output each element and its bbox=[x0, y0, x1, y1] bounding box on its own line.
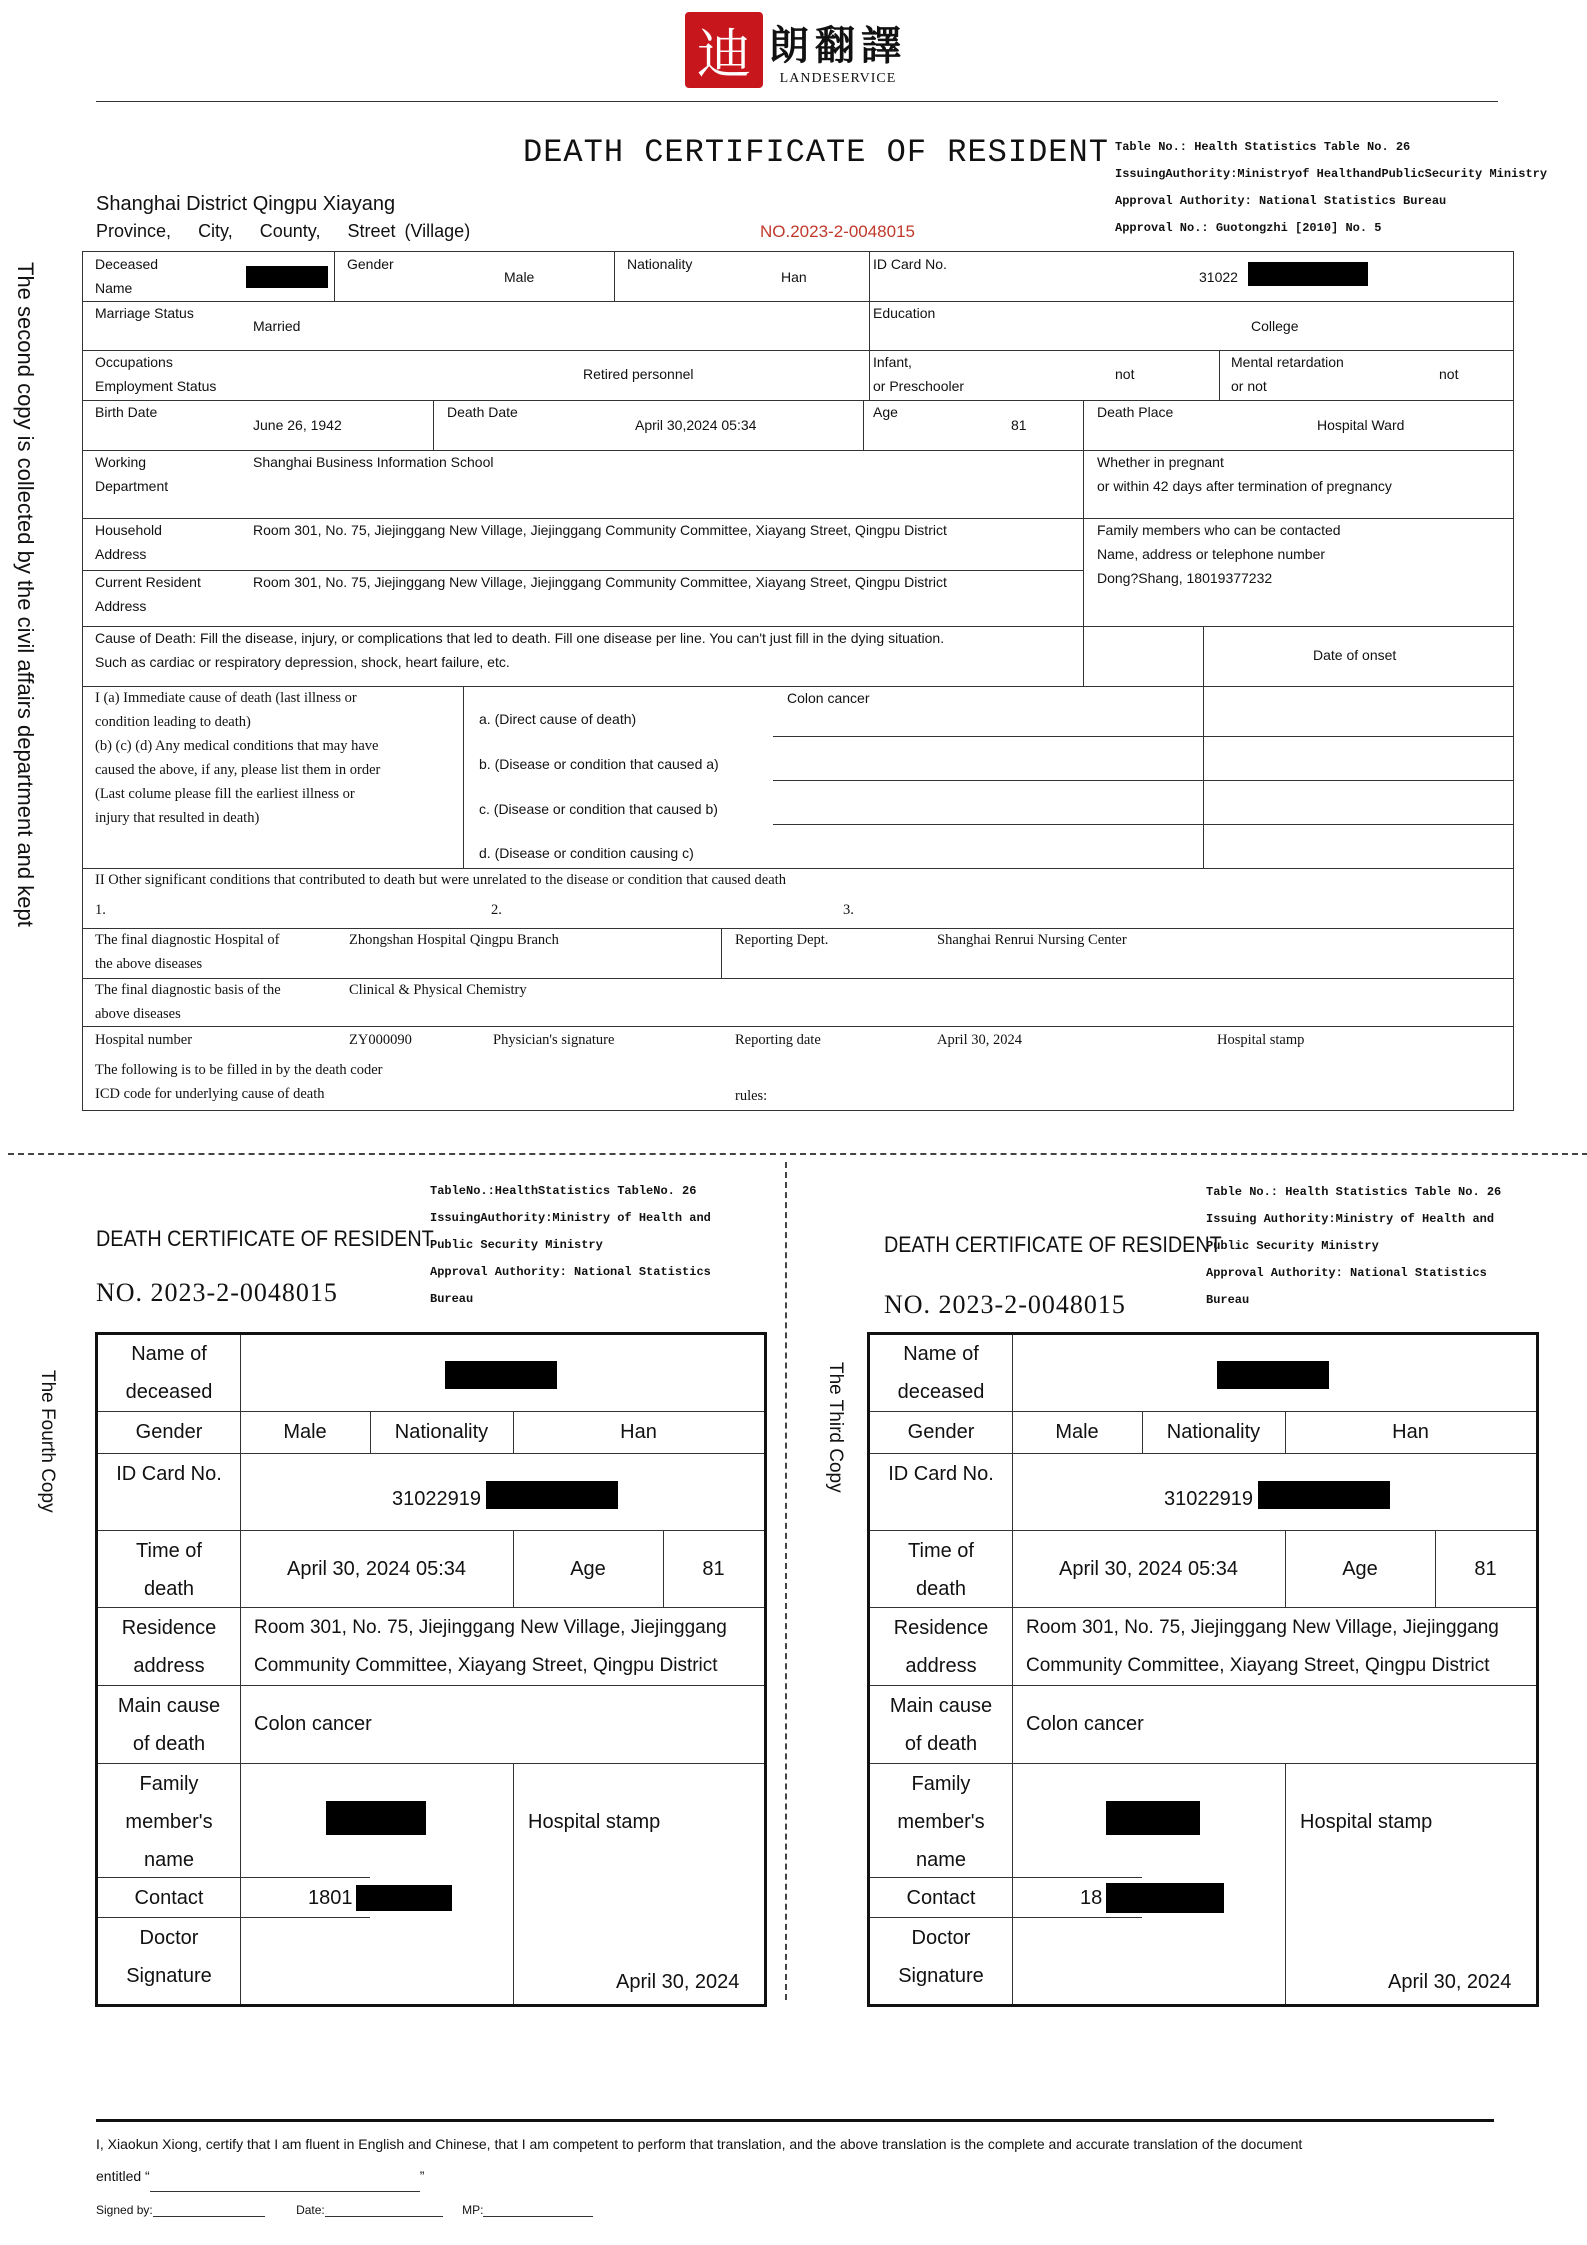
id-card-redacted bbox=[1248, 262, 1368, 286]
part1-instructions: I (a) Immediate cause of death (last illness or condition leading to death) (b) (c) (d) Any medical conditions that may have caused the above, if any, please list them in order (Last colume please fill the earliest illness or injury that resulted in death) bbox=[95, 690, 381, 826]
diag-basis-label-2: above diseases bbox=[95, 1006, 181, 1022]
rules-label: rules: bbox=[735, 1088, 768, 1104]
age-value: 81 bbox=[702, 1558, 725, 1580]
age-label: Age bbox=[873, 404, 898, 420]
hospital-number-value: ZY000090 bbox=[349, 1032, 412, 1048]
third-copy-number: NO. 2023-2-0048015 bbox=[884, 1290, 1126, 1319]
reporting-dept-label: Reporting Dept. bbox=[735, 932, 829, 948]
age-value: 81 bbox=[1011, 417, 1027, 433]
household-label: Household bbox=[95, 522, 162, 538]
reporting-dept-value: Shanghai Renrui Nursing Center bbox=[937, 932, 1127, 948]
main-cause-value: Colon cancer bbox=[1026, 1713, 1144, 1735]
family-name-redacted bbox=[326, 1801, 426, 1835]
family-member-label: Family bbox=[911, 1773, 971, 1795]
education-value: College bbox=[1251, 318, 1299, 334]
infant-label: Infant, bbox=[873, 354, 912, 370]
footer-divider bbox=[96, 2119, 1494, 2122]
death-date-label: Death Date bbox=[447, 404, 518, 420]
residence-label: Residence bbox=[893, 1617, 989, 1639]
contact-redacted bbox=[356, 1885, 452, 1911]
tear-line-horizontal bbox=[8, 1153, 1587, 1155]
side-note-second-copy: The second copy is collected by the civil affairs department and kept bbox=[13, 262, 38, 927]
reporting-date-value: April 30, 2024 bbox=[937, 1032, 1022, 1048]
nationality-value: Han bbox=[620, 1421, 657, 1443]
stub-date: April 30, 2024 bbox=[1388, 1971, 1512, 1993]
occupation-label: Occupations bbox=[95, 354, 173, 370]
meta-issuing: IssuingAuthority:Ministryof HealthandPublicSecurity Ministry bbox=[1115, 167, 1548, 181]
logo-english-text: LANDESERVICE bbox=[779, 70, 897, 86]
diag-basis-label: The final diagnostic basis of the bbox=[95, 982, 281, 998]
cause-a-label: a. (Direct cause of death) bbox=[479, 711, 637, 727]
family-contact-value: Dong?Shang, 18019377232 bbox=[1097, 570, 1273, 586]
family-contact-label-2: Name, address or telephone number bbox=[1097, 546, 1326, 562]
signed-by-blank[interactable] bbox=[153, 2216, 265, 2217]
id-card-redacted bbox=[1258, 1481, 1390, 1509]
main-cause-label: Main cause bbox=[889, 1695, 993, 1717]
name-redacted bbox=[445, 1361, 557, 1389]
residence-value: Room 301, No. 75, Jiejinggang New Village, Jiejinggang bbox=[1026, 1617, 1499, 1638]
cause-c-label: c. (Disease or condition that caused b) bbox=[479, 801, 718, 817]
age-value: 81 bbox=[1474, 1558, 1497, 1580]
contact-value: 1801 bbox=[308, 1887, 353, 1909]
province-label: Province, bbox=[96, 221, 172, 241]
family-contact-label: Family members who can be contacted bbox=[1097, 522, 1341, 538]
hospital-number-label: Hospital number bbox=[95, 1032, 193, 1048]
location-line: Shanghai District Qingpu Xiayang bbox=[96, 193, 396, 215]
reporting-date-label: Reporting date bbox=[735, 1032, 821, 1048]
current-address-label: Address bbox=[95, 598, 147, 614]
diag-basis-value: Clinical & Physical Chemistry bbox=[349, 982, 527, 998]
signature-line bbox=[96, 2203, 593, 2217]
cause-b-label: b. (Disease or condition that caused a) bbox=[479, 756, 719, 772]
id-card-value: 31022 bbox=[1199, 269, 1238, 285]
side-label-fourth-copy: The Fourth Copy bbox=[37, 1370, 58, 1513]
gender-label: Gender bbox=[347, 256, 394, 272]
time-of-death-label: Time of bbox=[136, 1540, 202, 1562]
main-certificate-form bbox=[82, 251, 1514, 1111]
meta-approval-authority: Approval Authority: National Statistics Bureau bbox=[1115, 194, 1447, 208]
id-card-value: 31022919 bbox=[392, 1488, 481, 1510]
marriage-label: Marriage Status bbox=[95, 305, 194, 321]
death-place-value: Hospital Ward bbox=[1317, 417, 1405, 433]
birth-date-value: June 26, 1942 bbox=[253, 417, 342, 433]
nationality-value: Han bbox=[781, 269, 807, 285]
signed-by-label: Signed by: bbox=[96, 2203, 153, 2217]
education-label: Education bbox=[873, 305, 936, 321]
current-address-value: Room 301, No. 75, Jiejinggang New Village, Jiejinggang Community Committee, Xiayang Street, Qingpu District bbox=[253, 574, 947, 590]
household-address-label: Address bbox=[95, 546, 147, 562]
time-of-death-value: April 30, 2024 05:34 bbox=[286, 1558, 467, 1580]
family-member-label: Family bbox=[139, 1773, 199, 1795]
meta-table-no: Table No.: Health Statistics Table No. 26 bbox=[1115, 140, 1411, 154]
birth-date-label: Birth Date bbox=[95, 404, 158, 420]
residence-value: Room 301, No. 75, Jiejinggang New Village, Jiejinggang bbox=[254, 1617, 727, 1638]
name-label: Name of bbox=[131, 1343, 207, 1365]
residence-label: Residence bbox=[121, 1617, 217, 1639]
cause-intro: Cause of Death: Fill the disease, injury, or complications that led to death. Fill one disease per line. You can't just fill in the dying situation. bbox=[95, 630, 945, 646]
date-of-onset-label: Date of onset bbox=[1313, 647, 1397, 663]
contact-value: 18 bbox=[1080, 1887, 1103, 1909]
certificate-number: NO.2023-2-0048015 bbox=[760, 222, 916, 241]
date-label: Date: bbox=[296, 2203, 325, 2217]
nationality-label: Nationality bbox=[394, 1421, 489, 1443]
working-department-value: Shanghai Business Information School bbox=[253, 454, 494, 470]
gender-label: Gender bbox=[135, 1421, 203, 1443]
nationality-label: Nationality bbox=[1166, 1421, 1261, 1443]
header-divider bbox=[96, 101, 1498, 102]
fourth-copy-meta: TableNo.:HealthStatistics TableNo. 26 IssuingAuthority:Ministry of Health and Public Security Ministry Approval Authority: National Statistics Bureau bbox=[430, 1184, 711, 1306]
id-card-label: ID Card No. bbox=[116, 1463, 222, 1485]
mp-label: MP: bbox=[462, 2203, 484, 2217]
gender-value: Male bbox=[1055, 1421, 1099, 1443]
part2-item-3: 3. bbox=[843, 902, 854, 918]
document-title-blank[interactable] bbox=[150, 2191, 420, 2192]
hospital-stamp-label: Hospital stamp bbox=[1217, 1032, 1305, 1048]
death-place-label: Death Place bbox=[1097, 404, 1174, 420]
part2-item-1: 1. bbox=[95, 902, 106, 918]
hospital-stamp-label: Hospital stamp bbox=[528, 1811, 661, 1833]
deceased-name-label: Deceased bbox=[95, 256, 159, 272]
age-label: Age bbox=[570, 1558, 606, 1580]
cause-a-value: Colon cancer bbox=[787, 690, 870, 706]
hospital-stamp-label: Hospital stamp bbox=[1300, 1811, 1433, 1833]
date-blank[interactable] bbox=[325, 2216, 443, 2217]
household-address-value: Room 301, No. 75, Jiejinggang New Village, Jiejinggang Community Committee, Xiayang Street, Qingpu District bbox=[253, 522, 947, 538]
third-copy-card: Name of deceased Gender Male Nationality Han ID Card No. 31022919 Time of death April 30, 2024 05:34 Age 81 Residence address Room 301, No. 75, Jiejinggang New Village, Jiejinggang Community Committee, Xiayang Street, Qingpu District Main cause of death Colon cancer Family member's name Hospital stamp Contact 18 Doctor Signature April 30, 2024 bbox=[867, 1332, 1539, 2007]
nationality-value: Han bbox=[1392, 1421, 1429, 1443]
contact-label: Contact bbox=[134, 1887, 204, 1909]
death-date-value: April 30,2024 05:34 bbox=[635, 417, 757, 433]
pregnant-label-2: or within 42 days after termination of pregnancy bbox=[1097, 478, 1392, 494]
mental-label-2: or not bbox=[1231, 378, 1267, 394]
main-cause-label: Main cause bbox=[117, 1695, 221, 1717]
county-label: County, bbox=[259, 221, 321, 241]
location-labels bbox=[96, 221, 488, 242]
icd-code-label: ICD code for underlying cause of death bbox=[95, 1086, 325, 1102]
part2-item-2: 2. bbox=[491, 902, 502, 918]
logo-seal: 迪 bbox=[685, 12, 763, 88]
third-copy-title: DEATH CERTIFICATE OF RESIDENT bbox=[884, 1232, 1222, 1257]
doctor-signature-label: Doctor bbox=[911, 1927, 971, 1949]
preschooler-label: or Preschooler bbox=[873, 378, 965, 394]
fourth-copy-number: NO. 2023-2-0048015 bbox=[96, 1278, 338, 1307]
logo-chinese-text: 朗翻譯 bbox=[769, 21, 907, 69]
coder-note: The following is to be filled in by the death coder bbox=[95, 1062, 383, 1078]
employment-status-label: Employment Status bbox=[95, 378, 217, 394]
logo bbox=[685, 12, 907, 88]
fourth-copy-card: Name of deceased Gender Male Nationality Han ID Card No. 31022919 Time of death April 30, 2024 05:34 Age 81 Residence address Room 301, No. 75, Jiejinggang New Village, Jiejinggang Community Committee, Xiayang Street, Qingpu District Main cause of death Colon cancer Family member's name Hospital stamp Contact 1801 Doctor Signature April 30, 2024 bbox=[95, 1332, 767, 2007]
mental-label: Mental retardation bbox=[1231, 354, 1344, 370]
contact-label: Contact bbox=[906, 1887, 976, 1909]
diag-hospital-label-2: the above diseases bbox=[95, 956, 203, 972]
pregnant-label: Whether in pregnant bbox=[1097, 454, 1224, 470]
physician-signature-label: Physician's signature bbox=[493, 1032, 615, 1048]
main-cause-value: Colon cancer bbox=[254, 1713, 372, 1735]
family-name-redacted bbox=[1106, 1801, 1200, 1835]
doctor-signature-label: Doctor bbox=[139, 1927, 199, 1949]
fourth-copy-title: DEATH CERTIFICATE OF RESIDENT bbox=[96, 1226, 434, 1251]
mental-value: not bbox=[1439, 366, 1459, 382]
time-of-death-value: April 30, 2024 05:34 bbox=[1058, 1558, 1239, 1580]
meta-block bbox=[1115, 134, 1547, 242]
tear-line-vertical bbox=[785, 1162, 787, 2000]
street-label: Street (Village) bbox=[347, 221, 471, 241]
translator-statement: I, Xiaokun Xiong, certify that I am fluent in English and Chinese, that I am competent to perform that translation, and the above translation is the complete and accurate translation of the document entitled “ ” bbox=[96, 2128, 1496, 2192]
gender-value: Male bbox=[283, 1421, 327, 1443]
id-card-redacted bbox=[486, 1481, 618, 1509]
id-card-value: 31022919 bbox=[1164, 1488, 1253, 1510]
infant-value: not bbox=[1115, 366, 1135, 382]
name-label: Name of bbox=[903, 1343, 979, 1365]
mp-blank[interactable] bbox=[483, 2216, 593, 2217]
id-card-label: ID Card No. bbox=[888, 1463, 994, 1485]
id-card-label: ID Card No. bbox=[873, 256, 947, 272]
deceased-name-redacted bbox=[246, 266, 328, 288]
diag-hospital-label: The final diagnostic Hospital of bbox=[95, 932, 280, 948]
marriage-value: Married bbox=[253, 318, 301, 334]
diag-hospital-value: Zhongshan Hospital Qingpu Branch bbox=[349, 932, 559, 948]
occupation-value: Retired personnel bbox=[583, 366, 694, 382]
age-label: Age bbox=[1342, 1558, 1378, 1580]
deceased-name-label-2: Name bbox=[95, 280, 133, 296]
meta-approval-no: Approval No.: Guotongzhi [2010] No. 5 bbox=[1115, 221, 1382, 235]
working-label: Working bbox=[95, 454, 147, 470]
page-title: DEATH CERTIFICATE OF RESIDENT bbox=[523, 134, 1109, 171]
department-label: Department bbox=[95, 478, 169, 494]
part2-instructions: II Other significant conditions that contributed to death but were unrelated to the disease or condition that caused death bbox=[95, 872, 786, 888]
side-label-third-copy: The Third Copy bbox=[825, 1362, 846, 1493]
nationality-label: Nationality bbox=[627, 256, 693, 272]
stub-date: April 30, 2024 bbox=[616, 1971, 740, 1993]
name-redacted bbox=[1217, 1361, 1329, 1389]
time-of-death-label: Time of bbox=[908, 1540, 974, 1562]
current-resident-label: Current Resident bbox=[95, 574, 201, 590]
third-copy-meta: Table No.: Health Statistics Table No. 26 Issuing Authority:Ministry of Health and Public Security Ministry Approval Authority: National Statistics Bureau bbox=[1206, 1185, 1502, 1307]
cause-d-label: d. (Disease or condition causing c) bbox=[479, 845, 694, 861]
cause-intro-2: Such as cardiac or respiratory depression, shock, heart failure, etc. bbox=[95, 654, 510, 670]
contact-redacted bbox=[1106, 1883, 1224, 1913]
city-label: City, bbox=[198, 221, 233, 241]
gender-value: Male bbox=[504, 269, 535, 285]
gender-label: Gender bbox=[907, 1421, 975, 1443]
